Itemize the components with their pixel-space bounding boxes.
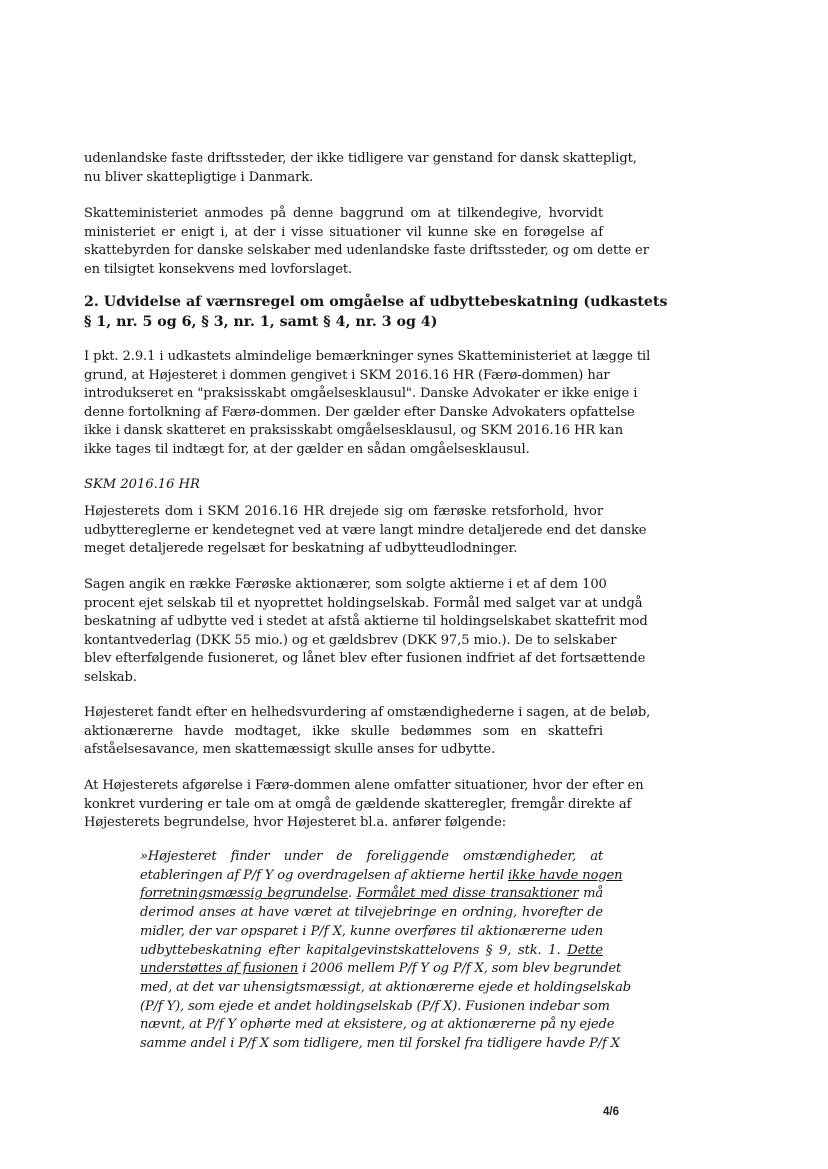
paragraph-court-finding: [84, 704, 651, 760]
quote-line: samme andel i P/f X som tidligere, men til forskel fra tidligere havde P/f X: [140, 1036, 620, 1052]
paragraph-practice-clause: [84, 348, 651, 460]
text-line: denne fortolkning af Færø-dommen. Der gælder efter Danske Advokaters opfattelse: [84, 404, 635, 420]
text-line: Højesteret fandt efter en helhedsvurdering af omstændighederne i sagen, at de beløb,: [84, 705, 651, 720]
section-heading: [84, 293, 668, 332]
text-line: I pkt. 2.9.1 i udkastets almindelige bemærkninger synes Skatteministeriet at lægge til: [84, 349, 651, 364]
quote-line: derimod anses at have været at tilvejebringe en ordning, hvorefter de: [140, 905, 603, 921]
text-line: udenlandske faste driftssteder, der ikke tidligere var genstand for dansk skattepligt,: [84, 151, 637, 166]
quote-text: må: [578, 886, 604, 902]
quote-line: nævnt, at P/f Y ophørte med at eksistere, og at aktionærerne på ny ejede: [140, 1017, 615, 1033]
heading-line: § 1, nr. 5 og 6, § 3, nr. 1, samt § 4, nr. 3 og 4): [84, 313, 438, 330]
paragraph-case-facts: [84, 576, 648, 688]
text-line: Skatteministeriet anmodes på denne baggrund om at tilkendegive, hvorvidt: [84, 206, 603, 221]
paragraph-ruling-scope: [84, 777, 644, 833]
text-line: udbyttereglerne er kendetegnet ved at være langt mindre detaljerede end det danske: [84, 522, 647, 538]
text-line: beskatning af udbytte ved i stedet at afstå aktierne til holdingselskabet skattefrit mod: [84, 614, 648, 630]
text-line: meget detaljerede regelsæt for beskatning af udbytteudlodninger.: [84, 541, 518, 557]
quote-line: [140, 885, 603, 904]
text-line: ikke i dansk skatteret en praksisskabt omgåelsesklausul, og SKM 2016.16 HR kan: [84, 423, 624, 439]
underlined-text: Dette: [567, 942, 603, 958]
text-line: blev efterfølgende fusioneret, og lånet blev efter fusionen indfriet af det fortsættende: [84, 651, 646, 667]
text-line: ministeriet er enigt i, at der i visse situationer vil kunne ske en forøgelse af: [84, 224, 603, 240]
text-line: nu bliver skattepligtige i Danmark.: [84, 169, 314, 185]
text-line: aktionærerne havde modtaget, ikke skulle bedømmes som en skattefri: [84, 723, 603, 739]
text-line: konkret vurdering er tale om at omgå de gældende skatteregler, fremgår direkte af: [84, 796, 632, 812]
quote-text: udbyttebeskatning efter kapitalgevinstskattelovens § 9, stk. 1.: [140, 942, 568, 958]
paragraph-ministry-request: [84, 205, 649, 279]
text-line: introdukseret en "praksisskabt omgåelsesklausul". Danske Advokater er ikke enige i: [84, 386, 638, 402]
heading-line: 2. Udvidelse af værnsregel om omgåelse af udbyttebeskatning (udkastets: [84, 294, 668, 310]
text-line: grund, at Højesteret i dommen gengivet i SKM 2016.16 HR (Færø-dommen) har: [84, 367, 610, 383]
quote-line: (P/f Y), som ejede et andet holdingselskab (P/f X). Fusionen indebar som: [140, 998, 610, 1014]
quote-line: med, at det var uhensigtsmæssigt, at aktionærerne ejede et holdingselskab: [140, 979, 632, 995]
quote-line: midler, der var opsparet i P/f X, kunne overføres til aktionærerne uden: [140, 923, 603, 939]
quote-text: etableringen af P/f Y og overdragelsen af aktierne hertil: [140, 867, 509, 883]
case-subheading: SKM 2016.16 HR: [84, 477, 200, 492]
underlined-text: forretningsmæssig begrundelse: [140, 886, 349, 902]
quote-line: [140, 867, 623, 886]
underlined-text: understøttes af fusionen: [140, 961, 299, 977]
text-line: Højesterets dom i SKM 2016.16 HR drejede sig om færøske retsforhold, hvor: [84, 504, 603, 519]
paragraph-supreme-court-ruling: [84, 503, 647, 559]
text-line: selskab.: [84, 669, 137, 685]
text-line: kontantvederlag (DKK 55 mio.) og et gældsbrev (DKK 97,5 mio.). De to selskaber: [84, 632, 617, 648]
quote-text: i 2006 mellem P/f Y og P/f X, som blev begrundet: [298, 961, 622, 977]
underlined-text: Formålet med disse transaktioner: [356, 886, 579, 902]
quote-line: [140, 960, 622, 979]
quote-line: »Højesteret finder under de foreliggende omstændigheder, at: [140, 849, 603, 864]
quote-text: .: [348, 886, 357, 902]
text-line: Højesterets begrundelse, hvor Højesteret bl.a. anfører følgende:: [84, 815, 507, 831]
text-line: en tilsigtet konsekvens med lovforslaget.: [84, 261, 353, 277]
block-quote: [140, 848, 632, 1054]
underlined-text: ikke havde nogen: [508, 867, 623, 883]
text-line: procent ejet selskab til et nyoprettet holdingselskab. Formål med salget var at undgå: [84, 595, 643, 611]
page-number: 4/6: [603, 1106, 619, 1118]
text-line: afståelsesavance, men skattemæssigt skulle anses for udbytte.: [84, 742, 496, 758]
paragraph-foreign-branches-intro: [84, 150, 637, 187]
quote-line: [140, 942, 603, 961]
text-line: At Højesterets afgørelse i Færø-dommen alene omfatter situationer, hvor der efter en: [84, 778, 644, 793]
text-line: Sagen angik en række Færøske aktionærer, som solgte aktierne i et af dem 100: [84, 577, 607, 592]
text-line: ikke tages til indtægt for, at der gælder en sådan omgåelsesklausul.: [84, 441, 530, 457]
text-line: skattebyrden for danske selskaber med udenlandske faste driftssteder, og om dette er: [84, 243, 649, 259]
